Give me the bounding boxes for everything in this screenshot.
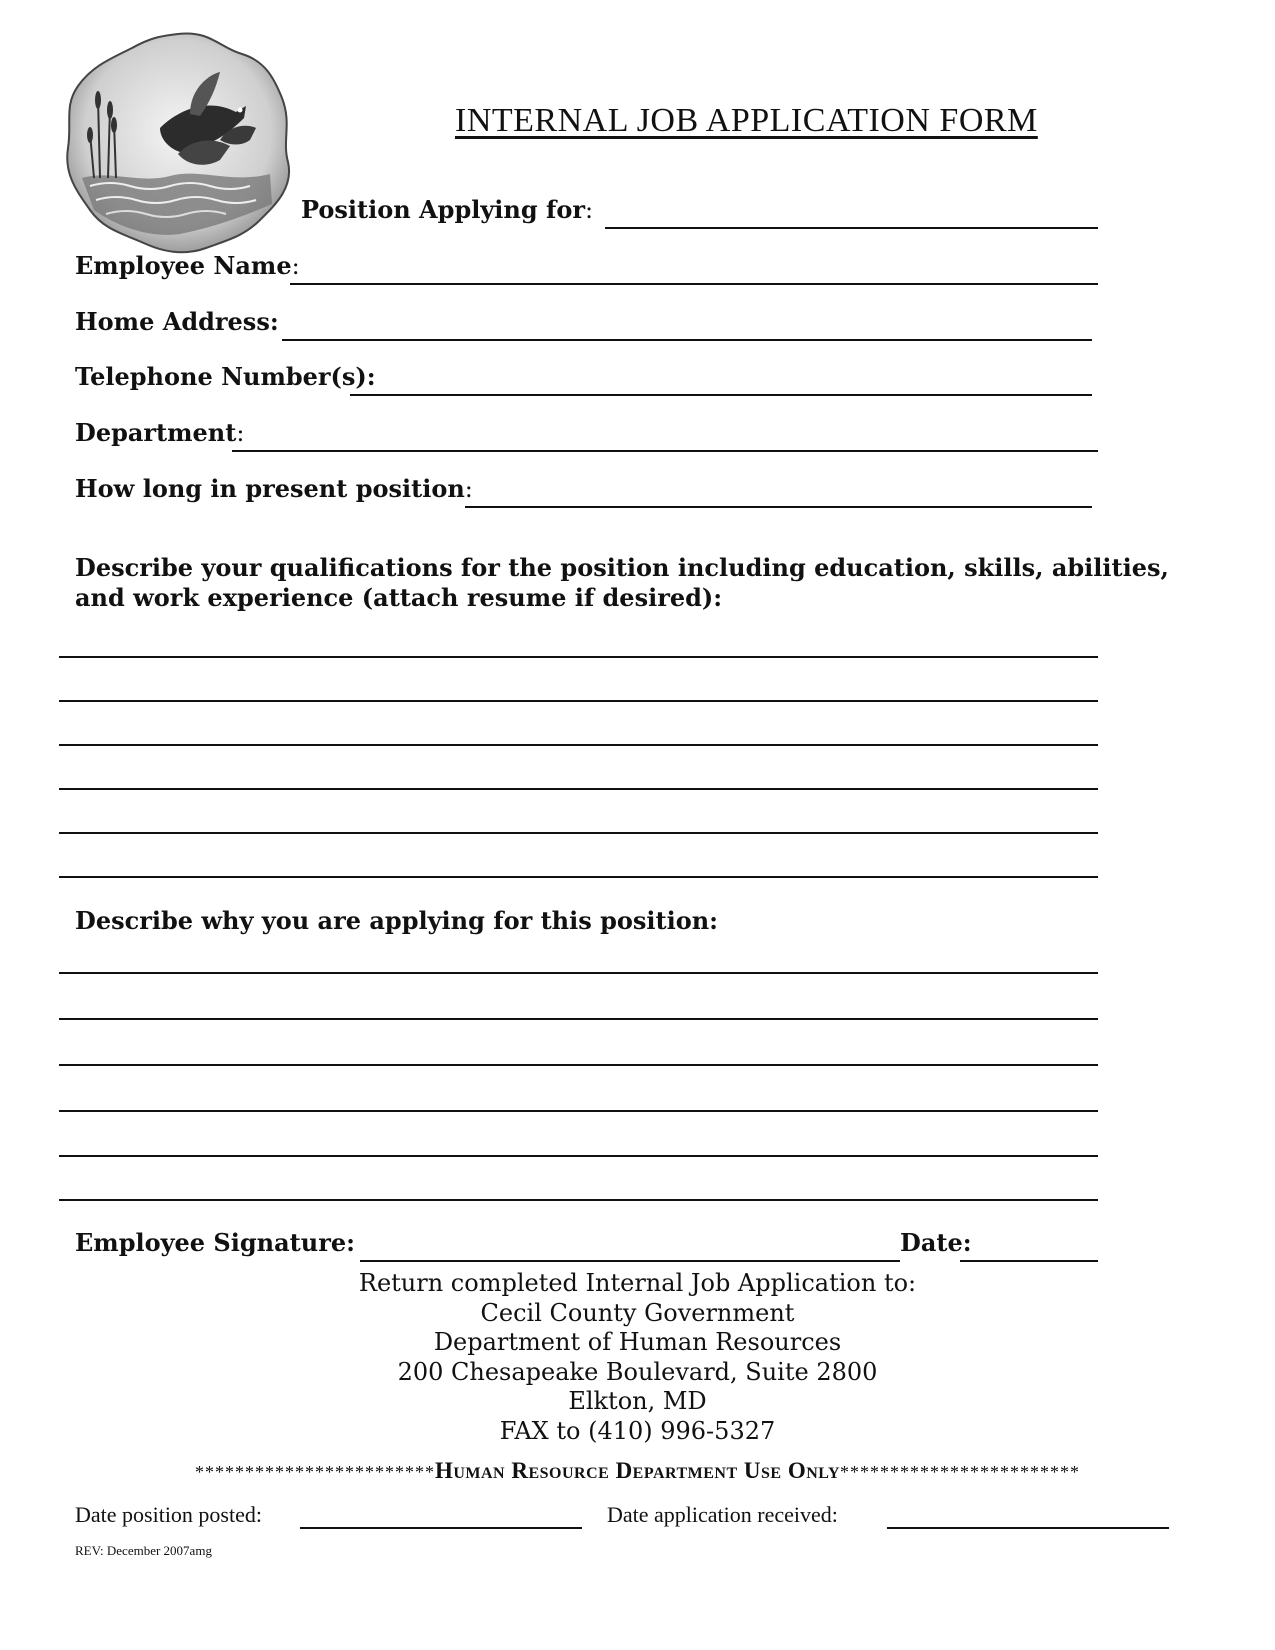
return-address-line: Return completed Internal Job Application to: bbox=[358, 1269, 917, 1297]
return-address-line: FAX to (410) 996-5327 bbox=[499, 1416, 776, 1445]
answer-line bbox=[59, 876, 1098, 878]
date-received-label: Date application received: bbox=[607, 1502, 838, 1527]
hr-use-only-text: Human Resource Department Use Only bbox=[434, 1458, 841, 1483]
employee-name-label-text: Employee Name bbox=[75, 251, 292, 280]
date-received-input[interactable] bbox=[887, 1500, 1169, 1526]
home-address-input[interactable] bbox=[282, 312, 1092, 338]
return-address-line: Department of Human Resources bbox=[433, 1328, 842, 1356]
signature-input[interactable] bbox=[360, 1233, 900, 1259]
how-long-label bbox=[75, 474, 473, 503]
department-field-line bbox=[232, 450, 1098, 452]
hr-use-only-banner bbox=[0, 1458, 1275, 1484]
employee-name-input[interactable] bbox=[290, 256, 1098, 282]
how-long-input[interactable] bbox=[465, 479, 1092, 505]
position-colon: : bbox=[584, 196, 594, 224]
revision-note: REV: December 2007amg bbox=[75, 1543, 212, 1558]
answer-line bbox=[59, 1110, 1098, 1112]
how-long-label-text: How long in present position bbox=[75, 474, 465, 503]
department-input[interactable] bbox=[232, 423, 1098, 449]
department-label bbox=[75, 418, 244, 447]
date-posted-input[interactable] bbox=[300, 1500, 582, 1526]
date-posted-label: Date position posted: bbox=[75, 1502, 262, 1527]
telephone-field-line bbox=[350, 394, 1092, 396]
answer-line bbox=[59, 788, 1098, 790]
answer-line bbox=[59, 1064, 1098, 1066]
answer-line bbox=[59, 1018, 1098, 1020]
date-posted-field-line bbox=[300, 1527, 582, 1529]
how-long-colon: : bbox=[464, 475, 473, 503]
signature-field-line bbox=[360, 1260, 900, 1262]
date-received-field-line bbox=[887, 1527, 1169, 1529]
answer-line bbox=[59, 832, 1098, 834]
how-long-field-line bbox=[465, 506, 1092, 508]
answer-line bbox=[59, 972, 1098, 974]
return-address-line: Elkton, MD bbox=[568, 1387, 707, 1415]
position-field-line bbox=[605, 227, 1098, 229]
answer-line bbox=[59, 656, 1098, 658]
department-label-text: Department bbox=[75, 418, 237, 447]
return-address-line: 200 Chesapeake Boulevard, Suite 2800 bbox=[397, 1357, 878, 1386]
employee-name-colon: : bbox=[291, 252, 300, 280]
position-label-text: Position Applying for bbox=[301, 195, 585, 224]
ducks-over-water-emblem-icon bbox=[60, 28, 296, 258]
date-input[interactable] bbox=[960, 1233, 1098, 1259]
position-label bbox=[301, 195, 593, 224]
department-colon: : bbox=[236, 419, 245, 447]
answer-line bbox=[59, 744, 1098, 746]
hr-stars-left: ************************ bbox=[194, 1462, 435, 1482]
home-address-field-line bbox=[282, 339, 1092, 341]
qualifications-prompt: Describe your qualifications for the position including education, skills, abilities, and work experience (attach resume if desired): bbox=[75, 553, 1169, 612]
date-label: Date: bbox=[900, 1228, 972, 1257]
form-title: INTERNAL JOB APPLICATION FORM bbox=[455, 102, 1038, 139]
employee-name-label bbox=[75, 251, 300, 280]
answer-line bbox=[59, 700, 1098, 702]
why-applying-prompt: Describe why you are applying for this position: bbox=[75, 906, 719, 935]
signature-label: Employee Signature: bbox=[75, 1228, 355, 1257]
employee-name-field-line bbox=[290, 283, 1098, 285]
position-input[interactable] bbox=[605, 200, 1098, 226]
return-address-block bbox=[0, 1269, 1275, 1446]
answer-line bbox=[59, 1199, 1098, 1201]
return-address-line: Cecil County Government bbox=[480, 1298, 795, 1327]
home-address-label: Home Address: bbox=[75, 307, 279, 336]
hr-stars-right: ************************ bbox=[840, 1462, 1081, 1482]
county-logo bbox=[60, 28, 296, 258]
telephone-label: Telephone Number(s): bbox=[75, 362, 376, 391]
answer-line bbox=[59, 1155, 1098, 1157]
date-field-line bbox=[960, 1260, 1098, 1262]
telephone-input[interactable] bbox=[350, 367, 1092, 393]
